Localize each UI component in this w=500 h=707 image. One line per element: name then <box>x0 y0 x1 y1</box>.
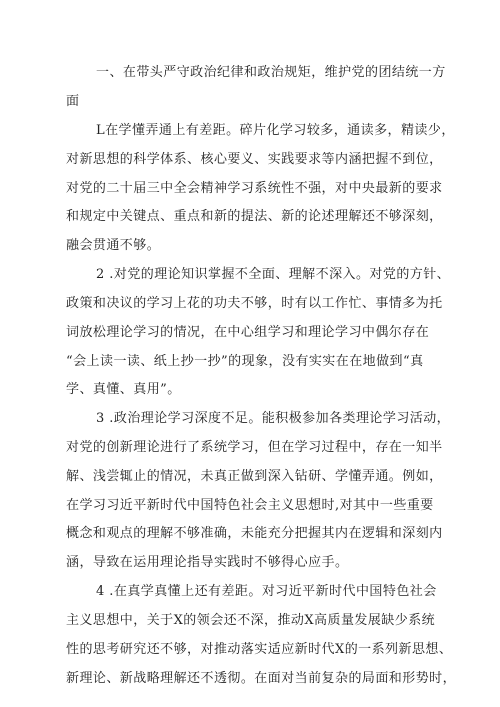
paragraph-line: 政策和决议的学习上花的功夫不够，时有以工作忙、事情多为托 <box>66 296 443 311</box>
paragraph-line: “会上读一读、纸上抄一抄”的现象，没有实实在在地做到“真 <box>66 354 424 369</box>
paragraph-line: 对新思想的科学体系、核心要义、实践要求等内涵把握不到位， <box>66 152 443 167</box>
paragraph-line: 新理论、新战略理解还不透彻。在面对当前复杂的局面和形势时， <box>66 671 457 686</box>
paragraph-line: 4 .在真学真懂上还有差距。对习近平新时代中国特色社会 <box>96 584 437 599</box>
heading-line-1: 一、在带头严守政治纪律和政治规矩，维护党的团结统一方 <box>96 65 446 80</box>
paragraph-line: 词放松理论学习的情况，在中心组学习和理论学习中偶尔存在 <box>66 325 430 340</box>
paragraph-line: 3 .政治理论学习深度不足。能积极参加各类理论学习活动， <box>96 411 451 426</box>
paragraph-line: 融会贯通不够。 <box>66 238 161 253</box>
paragraph-line: 在学习习近平新时代中国特色社会主义思想时,对其中一些重要 <box>66 498 434 513</box>
paragraph-line: 性的思考研究还不够，对推动落实适应新时代X的一系列新思想、 <box>66 642 453 657</box>
paragraph-line: 对党的创新理论进行了系统学习，但在学习过程中，存在一知半 <box>66 440 443 455</box>
paragraph-line: 和规定中关键点、重点和新的提法、新的论述理解还不够深刻， <box>66 209 443 224</box>
paragraph-line: 概念和观点的理解不够准确，未能充分把握其内在逻辑和深刻内 <box>66 526 443 541</box>
paragraph-line: 学、真懂、真用”。 <box>66 382 181 397</box>
paragraph-line: 主义思想中，关于X的领会还不深，推动X高质量发展缺少系统 <box>66 613 436 628</box>
paragraph-line: 涵，导致在运用理论指导实践时不够得心应手。 <box>66 555 349 570</box>
paragraph-line: 2 .对党的理论知识掌握不全面、理解不深入。对党的方针、 <box>96 267 451 282</box>
paragraph-line: L在学懂弄通上有差距。碎片化学习较多，通读多，精读少， <box>96 123 455 138</box>
paragraph-line: 对党的二十届三中全会精神学习系统性不强，对中央最新的要求 <box>66 181 443 196</box>
heading-line-2: 面 <box>66 94 80 109</box>
paragraph-line: 解、浅尝辄止的情况，未真正做到深入钻研、学懂弄通。例如， <box>66 469 443 484</box>
